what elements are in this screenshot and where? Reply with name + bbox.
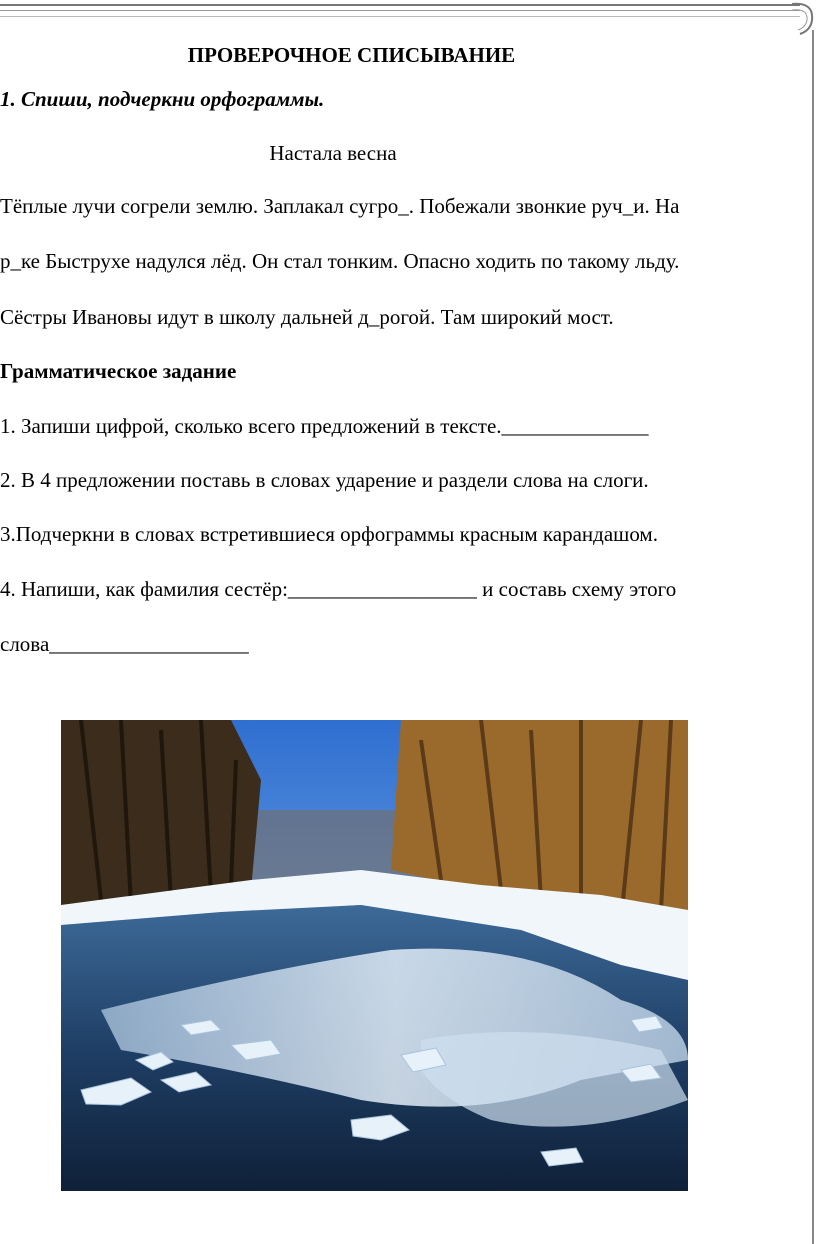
page-title: ПРОВЕРОЧНОЕ СПИСЫВАНИЕ	[187, 43, 516, 67]
page-corner-ornament	[792, 0, 816, 36]
page-border-top-inner2	[0, 16, 800, 17]
story-title: Настала весна	[269, 141, 397, 165]
story-line-1: Тёплые лучи согрели землю. Заплакал сугро_. Побежали звонкие руч_и. На	[0, 194, 680, 218]
question-4: 4. Напиши, как фамилия сестёр:__________________ и составь схему этого	[0, 577, 677, 601]
question-2: 2. В 4 предложении поставь в словах ударение и раздели слова на слоги.	[0, 468, 649, 492]
question-4-continued: слова___________________	[0, 632, 249, 656]
grammar-heading: Грамматическое задание	[0, 359, 237, 383]
spring-river-photo	[61, 720, 688, 1191]
question-1: 1. Запиши цифрой, сколько всего предложений в тексте.______________	[0, 414, 649, 438]
story-line-3: Сёстры Ивановы идут в школу дальней д_рогой. Там широкий мост.	[0, 305, 614, 329]
page-border-right	[812, 30, 814, 1244]
task-1-heading: 1. Спиши, подчеркни орфограммы.	[0, 87, 325, 111]
question-3: 3.Подчеркни в словах встретившиеся орфограммы красным карандашом.	[0, 522, 658, 546]
page-border-top-inner	[0, 10, 800, 11]
page-border-top	[0, 4, 800, 6]
story-line-2: р_ке Быструхе надулся лёд. Он стал тонким. Опасно ходить по такому льду.	[0, 249, 680, 273]
